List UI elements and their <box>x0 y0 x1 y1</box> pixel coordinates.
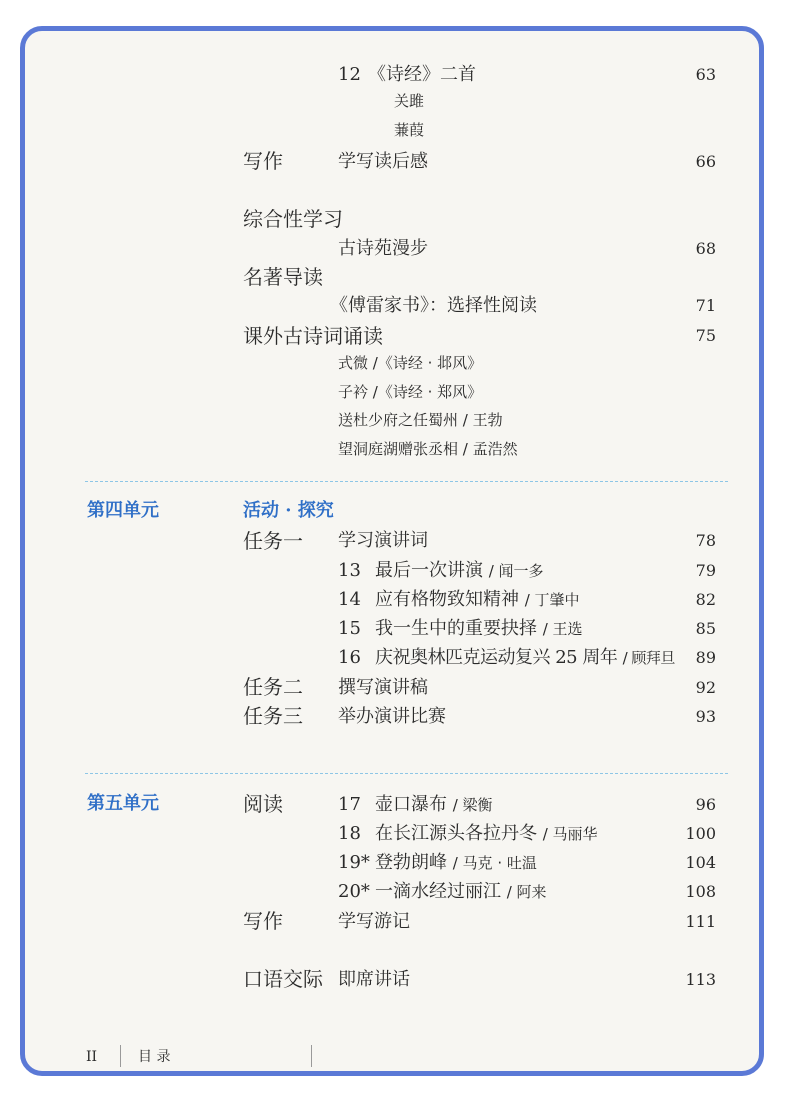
page-number: 68 <box>695 239 716 258</box>
lesson-number: 19* <box>338 852 370 873</box>
footer-page-number: II <box>86 1049 98 1065</box>
comprehensive-title[interactable]: 古诗苑漫步 <box>338 238 428 259</box>
section-label: 写作 <box>243 909 283 933</box>
lesson-number: 14 <box>338 589 361 610</box>
lesson-entry[interactable] <box>375 649 675 667</box>
poem-item[interactable] <box>338 356 482 371</box>
page-number: 111 <box>685 912 716 931</box>
lesson-title: 应有格物致知精神 <box>375 589 519 610</box>
writing-title[interactable]: 学写读后感 <box>338 151 428 172</box>
oral-title[interactable]: 即席讲话 <box>338 969 410 990</box>
section-label: 写作 <box>243 149 283 173</box>
poem-title: 送杜少府之任蜀州 <box>338 411 459 429</box>
task-label: 任务三 <box>243 704 303 728</box>
lesson-number: 16 <box>338 647 361 668</box>
lesson-title: 最后一次讲演 <box>375 560 483 581</box>
lesson-author: / 丁肇中 <box>524 591 580 609</box>
page-number: 79 <box>695 561 716 580</box>
page-number: 92 <box>695 678 716 697</box>
poem-title: 关雎 <box>394 92 425 110</box>
page-number: 66 <box>695 152 716 171</box>
lesson-title: 登勃朗峰 <box>375 852 447 873</box>
lesson-author: / 王选 <box>542 620 583 638</box>
lesson-title[interactable]: 《诗经》二首 <box>368 64 476 85</box>
page-number: 100 <box>685 824 716 843</box>
poem-author: / 王勃 <box>462 411 503 429</box>
unit-heading: 第五单元 <box>87 793 159 814</box>
lesson-author: / 马丽华 <box>542 825 598 843</box>
poem-title: 蒹葭 <box>394 121 425 139</box>
lesson-author: / 梁衡 <box>452 796 493 814</box>
poem-title: 子衿 <box>338 383 369 401</box>
task-title[interactable]: 撰写演讲稿 <box>338 677 428 698</box>
poem-item[interactable] <box>338 385 482 400</box>
poem-item[interactable] <box>338 442 518 457</box>
page-number: 78 <box>695 531 716 550</box>
section-label: 阅读 <box>243 792 283 816</box>
section-label: 名著导读 <box>243 265 323 289</box>
writing-title[interactable]: 学写游记 <box>338 911 410 932</box>
activity-heading: 活动 · 探究 <box>243 500 334 521</box>
footer-section-title: 目 录 <box>138 1049 171 1065</box>
lesson-entry[interactable] <box>375 883 547 901</box>
section-divider <box>85 481 728 482</box>
lesson-author: / 阿来 <box>506 883 547 901</box>
poem-author: /《诗经 · 郑风》 <box>372 383 483 401</box>
poem-item[interactable] <box>338 413 503 428</box>
section-label: 综合性学习 <box>243 207 343 231</box>
footer-separator <box>120 1045 121 1067</box>
lesson-entry[interactable] <box>375 562 544 580</box>
page-number: 104 <box>685 853 716 872</box>
poem-title: 式微 <box>338 354 369 372</box>
lesson-number: 13 <box>338 560 361 581</box>
lesson-entry[interactable] <box>375 796 493 814</box>
page-number: 113 <box>685 970 716 989</box>
lesson-entry[interactable] <box>375 854 537 872</box>
poem-title: 望洞庭湖赠张丞相 <box>338 440 459 458</box>
footer-separator <box>311 1045 312 1067</box>
lesson-entry[interactable] <box>375 591 580 609</box>
lesson-number: 20* <box>338 881 370 902</box>
page-number: 89 <box>695 648 716 667</box>
lesson-title: 壶口瀑布 <box>375 794 447 815</box>
lesson-entry[interactable] <box>375 825 598 843</box>
page-number: 82 <box>695 590 716 609</box>
section-label: 课外古诗词诵读 <box>243 324 383 348</box>
task-title[interactable]: 学习演讲词 <box>338 530 428 551</box>
lesson-author: / 马克 · 吐温 <box>452 854 537 872</box>
unit-heading: 第四单元 <box>87 500 159 521</box>
task-label: 任务二 <box>243 675 303 699</box>
lesson-number: 12 <box>338 64 361 85</box>
page-number: 108 <box>685 882 716 901</box>
poem-author: / 孟浩然 <box>462 440 518 458</box>
lesson-title: 在长江源头各拉丹冬 <box>375 823 537 844</box>
page-number: 71 <box>695 296 716 315</box>
lesson-title: 庆祝奥林匹克运动复兴 25 周年 <box>375 647 618 668</box>
page-frame <box>20 26 764 1076</box>
lesson-number: 15 <box>338 618 361 639</box>
lesson-title: 我一生中的重要抉择 <box>375 618 537 639</box>
poem-author: /《诗经 · 邶风》 <box>372 354 483 372</box>
page-number: 85 <box>695 619 716 638</box>
task-title[interactable]: 举办演讲比赛 <box>338 706 446 727</box>
page-number: 63 <box>695 65 716 84</box>
section-label: 口语交际 <box>243 967 323 991</box>
page-number: 75 <box>695 326 716 345</box>
lesson-number: 17 <box>338 794 361 815</box>
lesson-title: 一滴水经过丽江 <box>375 881 501 902</box>
lesson-entry[interactable] <box>375 620 583 638</box>
page-number: 96 <box>695 795 716 814</box>
page-number: 93 <box>695 707 716 726</box>
section-divider <box>85 773 728 774</box>
classics-title[interactable]: 《傅雷家书》：选择性阅读 <box>330 295 537 316</box>
task-label: 任务一 <box>243 529 303 553</box>
lesson-author: / 顾拜旦 <box>622 649 675 667</box>
lesson-author: / 闻一多 <box>488 562 544 580</box>
lesson-number: 18 <box>338 823 361 844</box>
